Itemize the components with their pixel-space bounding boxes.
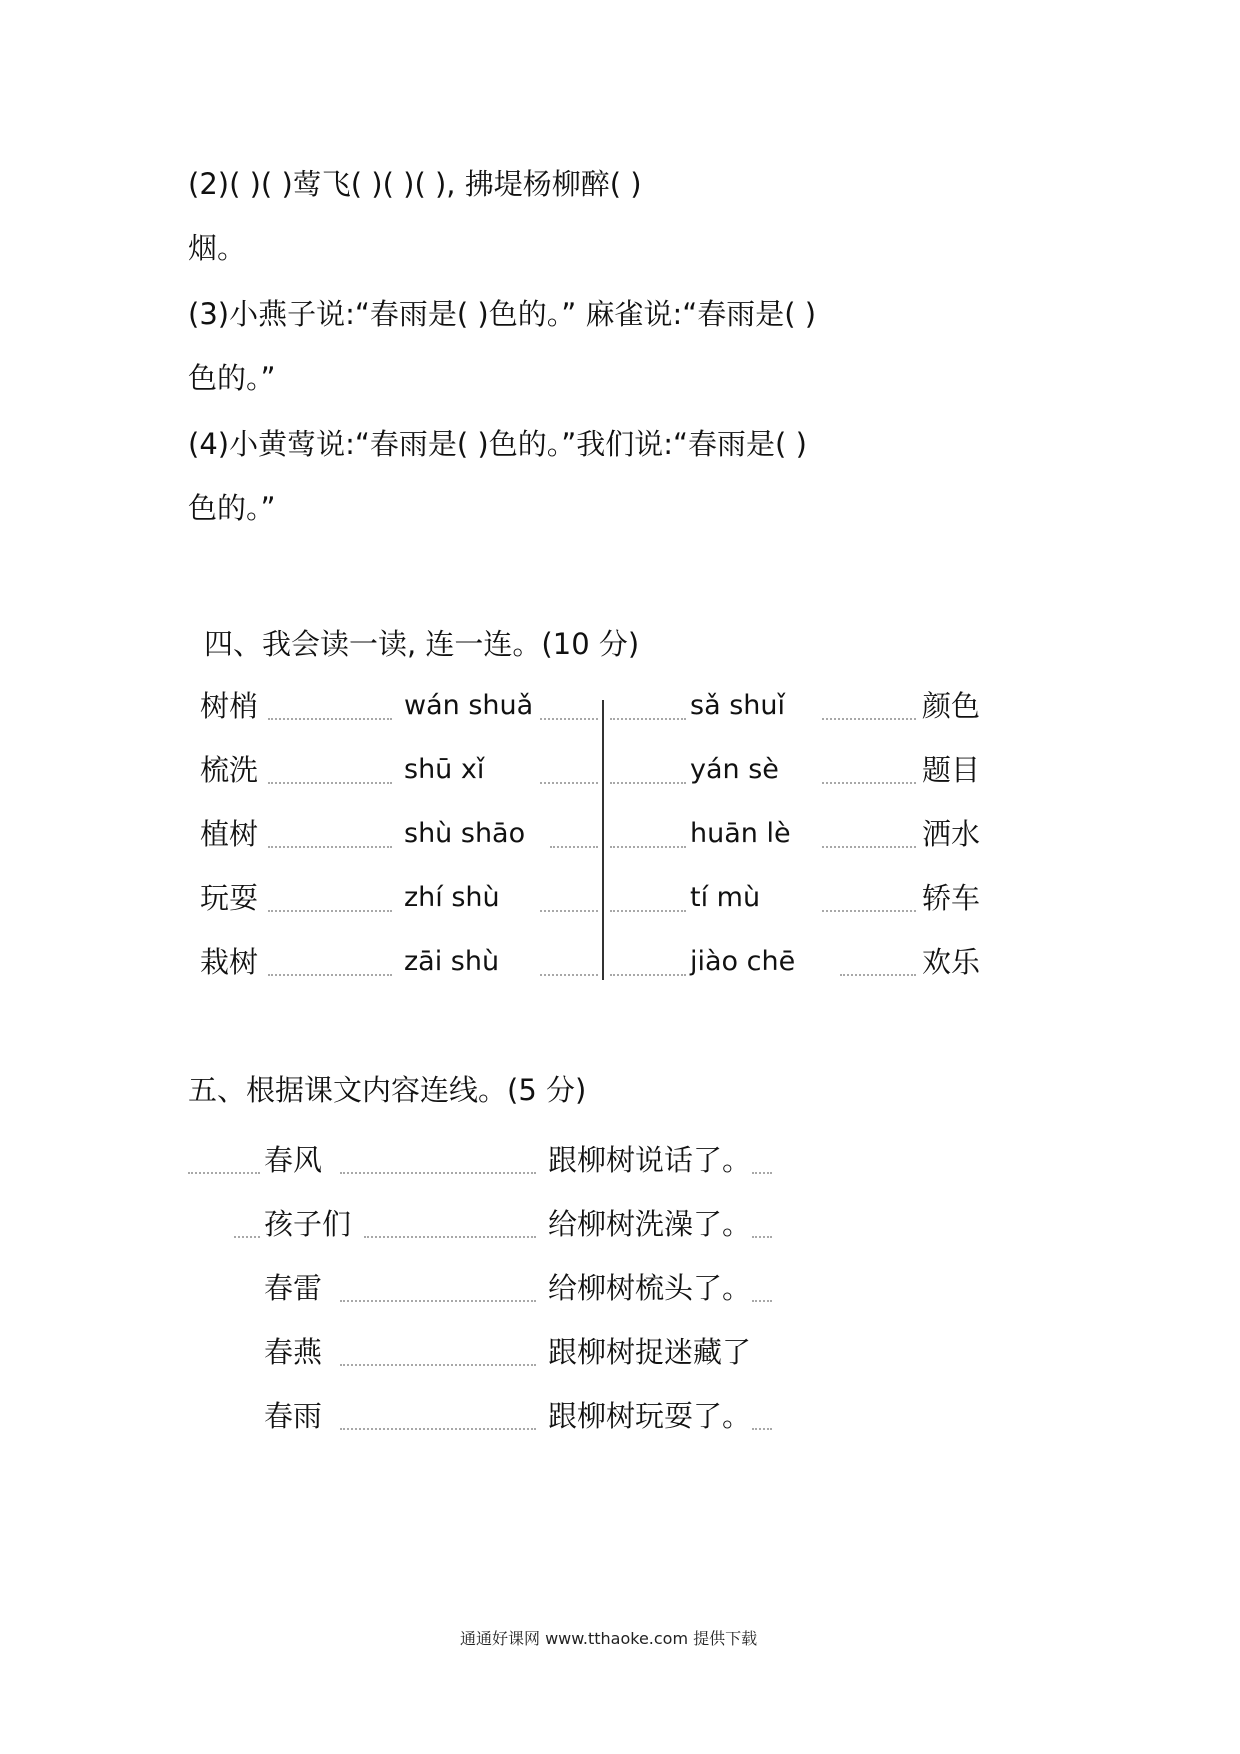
right-word-5: 欢乐: [922, 945, 981, 979]
left-word-2: 梳洗: [200, 753, 259, 787]
right-word-4: 轿车: [922, 881, 981, 915]
dotted-leader: [268, 718, 392, 720]
dotted-leader: [268, 846, 392, 848]
left-word-5: 栽树: [200, 945, 259, 979]
dotted-leader: [822, 846, 916, 848]
dotted-leader: [268, 782, 392, 784]
right-word-3: 洒水: [922, 817, 981, 851]
dotted-leader: [340, 1300, 536, 1302]
dotted-leader: [340, 1172, 536, 1174]
action-2: 给柳树洗澡了。: [548, 1207, 752, 1241]
right-pinyin-5: jiào chē: [690, 946, 796, 977]
action-1: 跟柳树说话了。: [548, 1143, 752, 1177]
left-pinyin-2: shū xǐ: [404, 754, 485, 785]
divider-line: [602, 700, 604, 980]
dotted-leader: [752, 1172, 772, 1174]
dotted-leader: [752, 1428, 772, 1430]
left-word-1: 树梢: [200, 689, 259, 723]
dotted-leader: [268, 974, 392, 976]
left-pinyin-5: zāi shù: [404, 946, 500, 977]
subject-3: 春雷: [264, 1271, 323, 1305]
dotted-leader: [550, 846, 598, 848]
right-pinyin-3: huān lè: [690, 818, 791, 849]
left-word-4: 玩耍: [200, 881, 259, 915]
action-5: 跟柳树玩耍了。: [548, 1399, 752, 1433]
dotted-leader: [340, 1428, 536, 1430]
dotted-leader: [610, 782, 686, 784]
right-word-2: 题目: [922, 753, 981, 787]
dotted-leader: [840, 974, 916, 976]
question-2-line-1: (2)( )( )莺飞( )( )( ), 拂堤杨柳醉( ): [188, 167, 642, 201]
dotted-leader: [610, 910, 686, 912]
dotted-leader: [540, 782, 598, 784]
dotted-leader: [610, 846, 686, 848]
dotted-leader: [610, 974, 686, 976]
right-pinyin-2: yán sè: [690, 754, 779, 785]
footer-credit: 通通好课网 www.tthaoke.com 提供下载: [460, 1629, 758, 1648]
question-2-line-2: 烟。: [188, 231, 247, 265]
dotted-leader: [610, 718, 686, 720]
dotted-leader: [752, 1236, 772, 1238]
right-pinyin-1: sǎ shuǐ: [690, 690, 785, 721]
dotted-leader: [822, 782, 916, 784]
action-3: 给柳树梳头了。: [548, 1271, 752, 1305]
question-4-line-1: (4)小黄莺说:“春雨是( )色的。”我们说:“春雨是( ): [188, 427, 807, 461]
dotted-leader: [364, 1236, 536, 1238]
question-3-line-1: (3)小燕子说:“春雨是( )色的。” 麻雀说:“春雨是( ): [188, 297, 817, 331]
dotted-leader: [268, 910, 392, 912]
left-pinyin-1: wán shuǎ: [404, 690, 534, 721]
dotted-leader: [752, 1300, 772, 1302]
dotted-leader: [540, 974, 598, 976]
left-pinyin-3: shù shāo: [404, 818, 526, 849]
question-3-line-2: 色的。”: [188, 361, 276, 395]
subject-2: 孩子们: [264, 1207, 352, 1241]
subject-1: 春风: [264, 1143, 323, 1177]
left-pinyin-4: zhí shù: [404, 882, 500, 913]
dotted-leader: [540, 910, 598, 912]
dotted-leader: [188, 1172, 260, 1174]
subject-4: 春燕: [264, 1335, 323, 1369]
right-pinyin-4: tí mù: [690, 882, 761, 913]
right-word-1: 颜色: [922, 689, 981, 723]
section-5-title: 五、根据课文内容连线。(5 分): [188, 1073, 587, 1107]
left-word-3: 植树: [200, 817, 259, 851]
dotted-leader: [822, 718, 916, 720]
dotted-leader: [340, 1364, 536, 1366]
dotted-leader: [822, 910, 916, 912]
section-4-title: 四、我会读一读, 连一连。(10 分): [204, 627, 640, 661]
question-4-line-2: 色的。”: [188, 491, 276, 525]
action-4: 跟柳树捉迷藏了: [548, 1335, 752, 1369]
dotted-leader: [234, 1236, 260, 1238]
dotted-leader: [540, 718, 598, 720]
subject-5: 春雨: [264, 1399, 323, 1433]
